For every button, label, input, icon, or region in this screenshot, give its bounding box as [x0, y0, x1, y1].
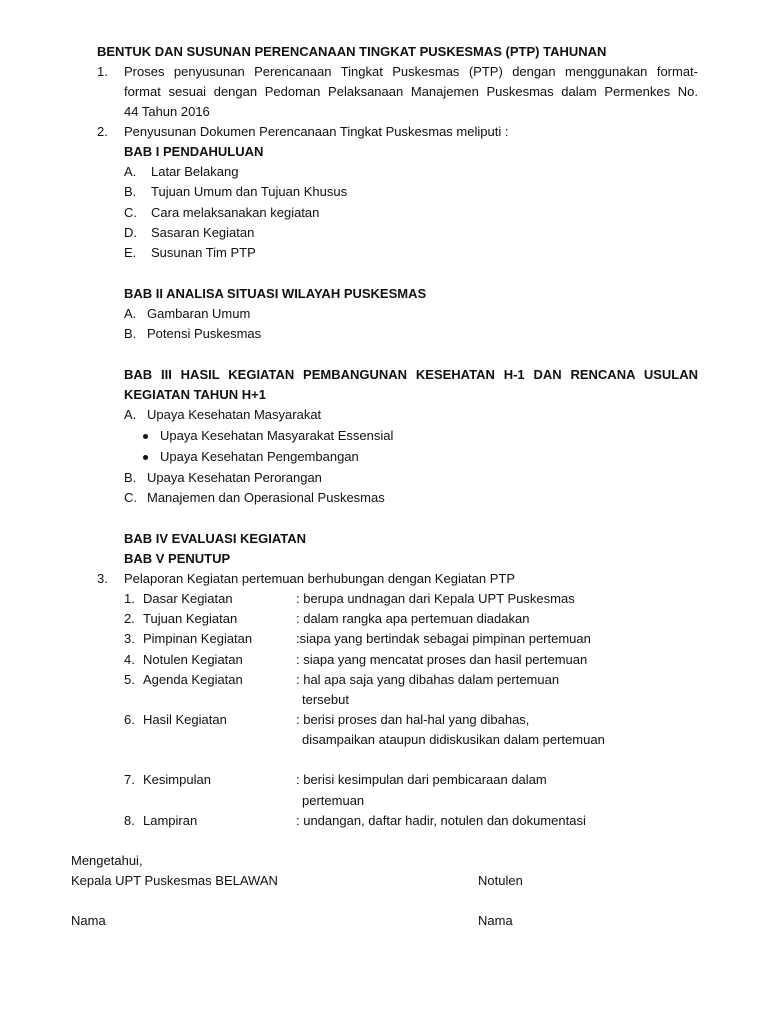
row-number: 4. [124, 652, 135, 667]
list-item: Tujuan Umum dan Tujuan Khusus [151, 184, 348, 199]
row-number: 1. [124, 591, 135, 606]
row-value: : undangan, daftar hadir, notulen dan dokumentasi [296, 813, 586, 828]
list-letter: B. [124, 326, 137, 341]
list-item: Cara melaksanakan kegiatan [151, 205, 320, 220]
list-letter: D. [124, 225, 137, 240]
item-text-line: format sesuai dengan Pedoman Pelaksanaan Manajemen Puskesmas dalam Permenkes No. [124, 84, 698, 99]
list-letter: A. [124, 407, 137, 422]
signatory-left-title: Kepala UPT Puskesmas BELAWAN [71, 873, 278, 888]
row-number: 3. [124, 631, 135, 646]
row-number: 5. [124, 672, 135, 687]
list-letter: B. [124, 470, 137, 485]
section-heading-bab3-cont: KEGIATAN TAHUN H+1 [124, 387, 266, 402]
row-number: 2. [124, 611, 135, 626]
list-letter: A. [124, 164, 137, 179]
row-label: Tujuan Kegiatan [143, 611, 238, 626]
signatory-left-name: Nama [71, 913, 106, 928]
item-text: Penyusunan Dokumen Perencanaan Tingkat Puskesmas meliputi : [124, 124, 509, 139]
list-item: Sasaran Kegiatan [151, 225, 255, 240]
list-letter: A. [124, 306, 137, 321]
section-heading-bab5: BAB V PENUTUP [124, 551, 231, 566]
acknowledgement-label: Mengetahui, [71, 853, 143, 868]
list-letter: C. [124, 205, 137, 220]
row-label: Kesimpulan [143, 772, 211, 787]
list-item: Susunan Tim PTP [151, 245, 256, 260]
list-item: Upaya Kesehatan Perorangan [147, 470, 322, 485]
row-label: Hasil Kegiatan [143, 712, 227, 727]
list-item: Potensi Puskesmas [147, 326, 262, 341]
list-letter: C. [124, 490, 137, 505]
row-value-cont: pertemuan [302, 793, 365, 808]
section-heading-bab4: BAB IV EVALUASI KEGIATAN [124, 531, 307, 546]
row-value: : siapa yang mencatat proses dan hasil pertemuan [296, 652, 588, 667]
row-label: Pimpinan Kegiatan [143, 631, 253, 646]
item-number: 3. [97, 571, 108, 586]
list-item: Latar Belakang [151, 164, 239, 179]
row-value-cont: disampaikan ataupun didiskusikan dalam pertemuan [302, 732, 605, 747]
page-title: BENTUK DAN SUSUNAN PERENCANAAN TINGKAT PUSKESMAS (PTP) TAHUNAN [97, 44, 607, 59]
section-heading-bab1: BAB I PENDAHULUAN [124, 144, 264, 159]
row-label: Agenda Kegiatan [143, 672, 243, 687]
row-value: : hal apa saja yang dibahas dalam pertemuan [296, 672, 560, 687]
row-value: : berupa undnagan dari Kepala UPT Puskesmas [296, 591, 575, 606]
bullet-item: Upaya Kesehatan Masyarakat Essensial [160, 428, 394, 443]
item-text-line: Proses penyusunan Perencanaan Tingkat Puskesmas (PTP) dengan menggunakan format- [124, 64, 698, 79]
signatory-right-name: Nama [478, 913, 513, 928]
signatory-right-title: Notulen [478, 873, 523, 888]
row-value-cont: tersebut [302, 692, 349, 707]
bullet-icon [142, 448, 150, 466]
row-label: Notulen Kegiatan [143, 652, 243, 667]
bullet-item: Upaya Kesehatan Pengembangan [160, 449, 359, 464]
row-value: : dalam rangka apa pertemuan diadakan [296, 611, 530, 626]
section-heading-bab3: BAB III HASIL KEGIATAN PEMBANGUNAN KESEHATAN H-1 DAN RENCANA USULAN [124, 367, 698, 382]
item-number: 2. [97, 124, 108, 139]
list-item: Upaya Kesehatan Masyarakat [147, 407, 322, 422]
section-heading-bab2: BAB II ANALISA SITUASI WILAYAH PUSKESMAS [124, 286, 427, 301]
item-text: Pelaporan Kegiatan pertemuan berhubungan dengan Kegiatan PTP [124, 571, 516, 586]
row-number: 8. [124, 813, 135, 828]
list-letter: E. [124, 245, 137, 260]
row-value: : berisi kesimpulan dari pembicaraan dalam [296, 772, 547, 787]
row-label: Lampiran [143, 813, 198, 828]
item-text-line: 44 Tahun 2016 [124, 104, 210, 119]
list-letter: B. [124, 184, 137, 199]
row-number: 7. [124, 772, 135, 787]
bullet-icon [142, 427, 150, 445]
item-number: 1. [97, 64, 108, 79]
row-value: :siapa yang bertindak sebagai pimpinan pertemuan [296, 631, 591, 646]
row-label: Dasar Kegiatan [143, 591, 233, 606]
row-value: : berisi proses dan hal-hal yang dibahas, [296, 712, 530, 727]
row-number: 6. [124, 712, 135, 727]
list-item: Gambaran Umum [147, 306, 251, 321]
list-item: Manajemen dan Operasional Puskesmas [147, 490, 385, 505]
